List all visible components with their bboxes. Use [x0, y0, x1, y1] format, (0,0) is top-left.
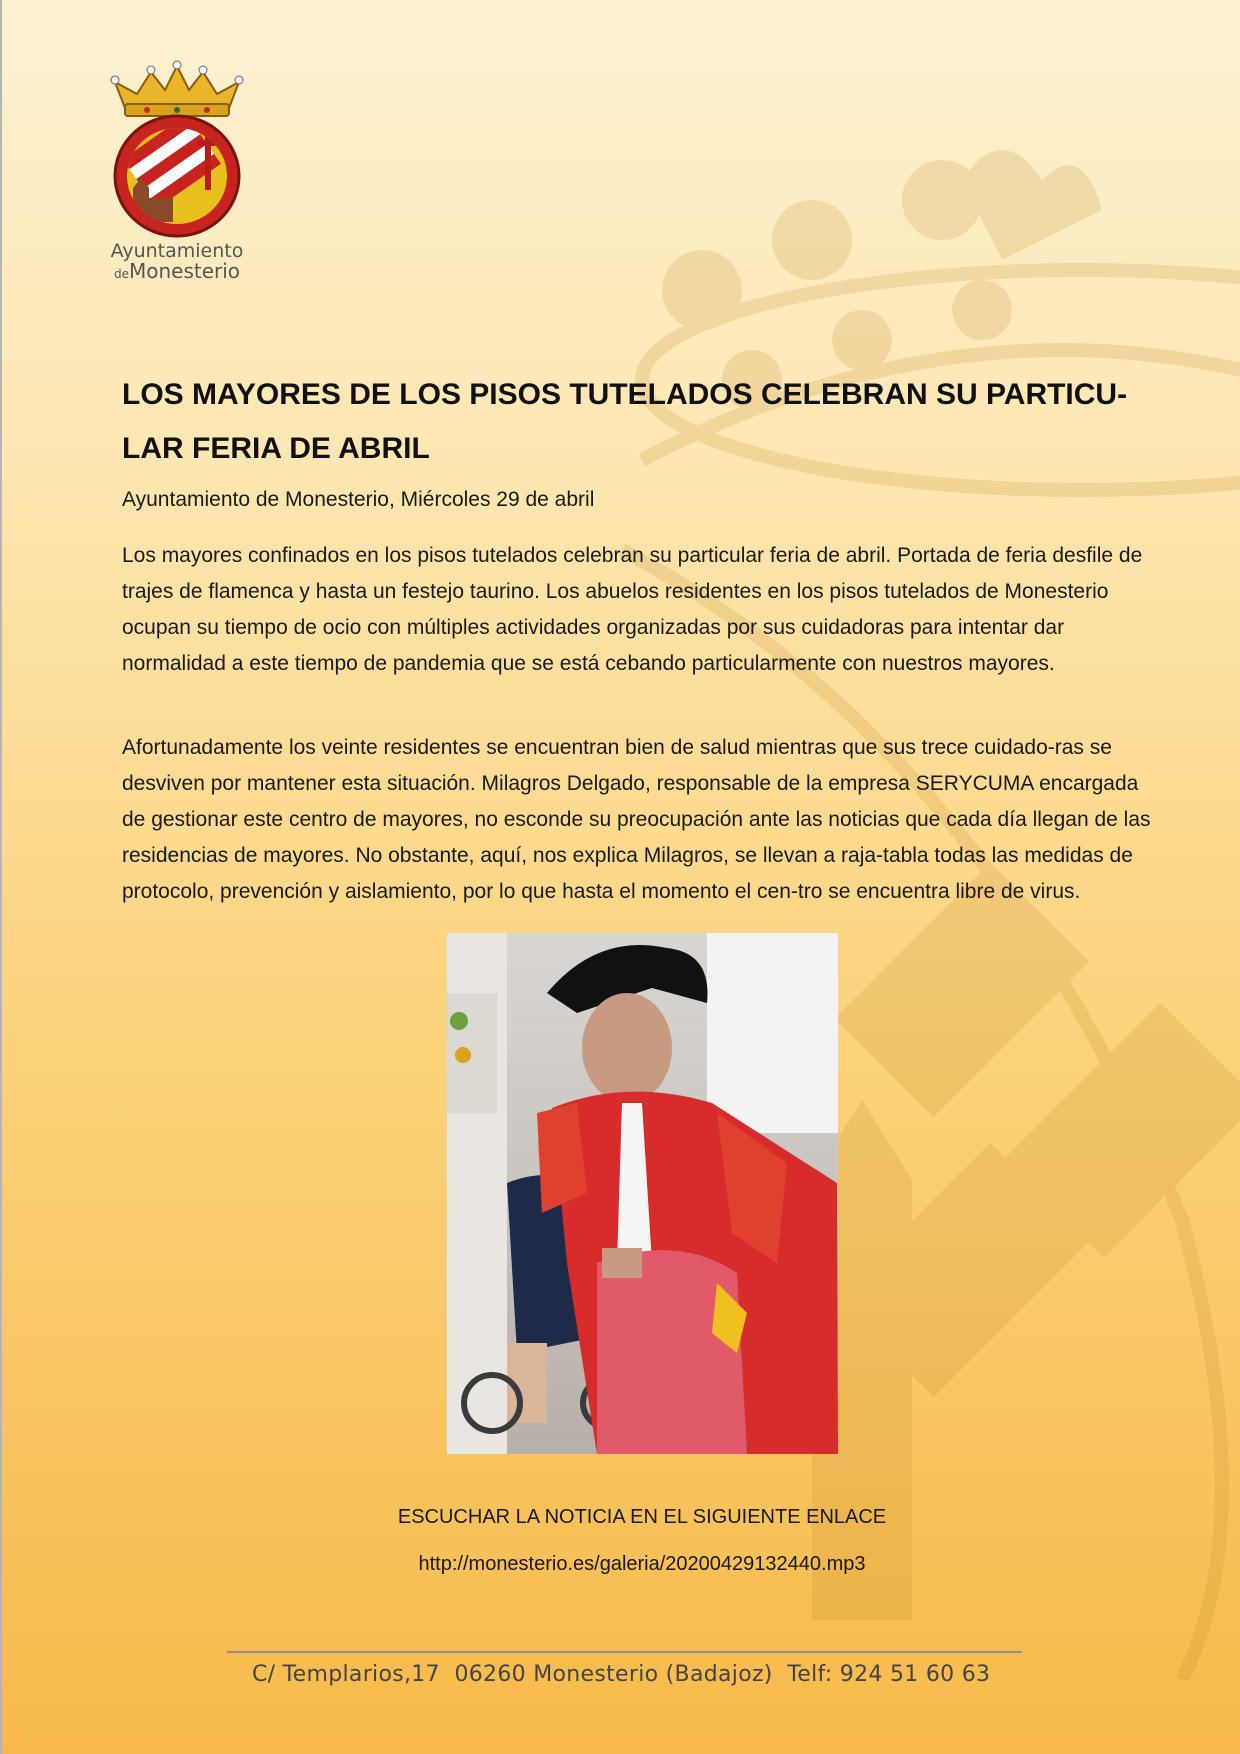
audio-link[interactable]: http://monesterio.es/galeria/20200429132440.mp3 [418, 1553, 866, 1575]
logo-text-de: de [113, 267, 129, 281]
article-paragraph: Los mayores confinados en los pisos tutelados celebran su particular feria de abril. Portada de feria desfile de trajes de flamenca y hasta un festejo taurino. Los abuelos residentes en los pisos tutelados de Monesterio ocupan su tiempo de ocio con múltiples actividades organizadas por sus cuidadoras para intentar dar normalidad a este tiempo de pandemia que se está cebando particularmente con nuestros mayores. [122, 544, 1143, 675]
crown-icon [111, 61, 243, 116]
listen-label: ESCUCHAR LA NOTICIA EN EL SIGUIENTE ENLACE [397, 1506, 887, 1528]
bullfighter-costume-photo [447, 933, 838, 1454]
article-title: LOS MAYORES DE LOS PISOS TUTELADOS CELEBRAN SU PARTICU-LAR FERIA DE ABRIL [122, 378, 1128, 465]
article-paragraph: Afortunadamente los veinte residentes se encuentran bien de salud mientras que sus trece cuidado-ras se desviven por mantener esta situación. Milagros Delgado, responsable de la empresa SERYCUMA encargada de gestionar este centro de mayores, no esconde su preocupación ante las noticias que cada día llegan de las residencias de mayores. No obstante, aquí, nos explica Milagros, se llevan a raja-tabla todas las medidas de protocolo, prevención y aislamiento, por lo que hasta el momento el cen-tro se encuentra libre de virus. [122, 736, 1151, 903]
footer-address: C/ Templarios,17 06260 Monesterio (Badajoz) Telf: 924 51 60 63 [252, 1662, 991, 1687]
article-byline: Ayuntamiento de Monesterio, Miércoles 29 de abril [122, 488, 595, 511]
footer-divider [227, 1651, 1022, 1653]
logo-text-ayuntamiento: Ayuntamiento [110, 240, 244, 262]
coat-of-arms-icon [107, 60, 247, 240]
municipality-logo [102, 60, 252, 281]
logo-text-monesterio: Monesterio [128, 259, 241, 283]
article-photo [447, 933, 838, 1454]
